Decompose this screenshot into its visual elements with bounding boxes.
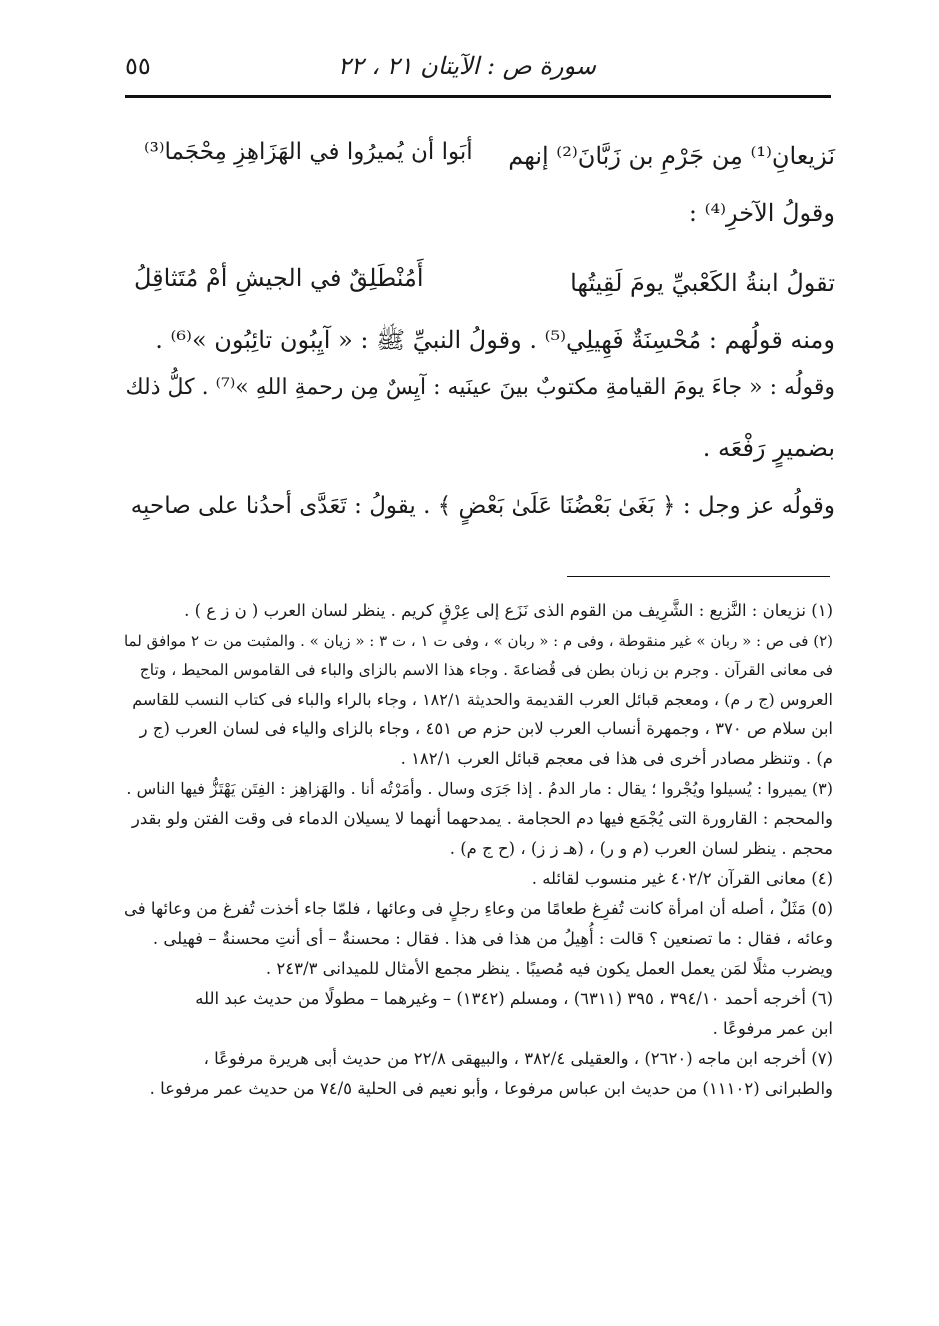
footnote-separator bbox=[567, 576, 830, 577]
body-line: ومنه قولُهم : مُحْسِنَةٌ فَهِيلِي⁽⁵⁾ . وقولُ النبيِّ ﷺ : « آيِبُون تائِبُون »⁽⁶⁾ . bbox=[155, 326, 835, 354]
footnote-line: فى معانى القرآن . وجرم بن زبان بطن فى قُضاعةَ . وجاء هذا الاسم بالزاى والباء فى القاموس المحيط ، وتاج bbox=[139, 661, 833, 679]
footnote-line: (٦) أخرجه أحمد ٣٩٤/١٠ ، ٣٩٥ (٦٣١١) ، ومسلم (١٣٤٢) – وغيرهما – مطولًا من حديث عبد الله bbox=[195, 989, 833, 1008]
footnote-line: م) . وتنظر مصادر أخرى فى هذا فى معجم قبائل العرب ١٨٢/١ . bbox=[400, 749, 833, 768]
footnote-line: ابن سلام ص ٣٧٠ ، وجمهرة أنساب العرب لابن حزم ص ٤٥١ ، وجاء بالزاى والياء فى لسان العرب (ج ر bbox=[139, 719, 833, 738]
header-rule bbox=[125, 95, 831, 98]
verse1-second-hemistich: أبَوا أن يُميرُوا في الهَزَاهِزِ مِحْجَما⁽³⁾ bbox=[144, 139, 473, 165]
body-line: وقولُه : « جاءَ يومَ القيامةِ مكتوبٌ بينَ عينَيه : آيِسٌ مِن رحمةِ اللهِ »⁽⁷⁾ . كلُّ ذلك bbox=[125, 375, 835, 400]
footnote-line: وعائه ، فقال : ما تصنعين ؟ قالت : أُهِيلُ من هذا فى هذا . فقال : محسنةٌ – أى أنتِ محسنةٌ – فهيلى . bbox=[152, 929, 833, 948]
footnote-line: ويضرب مثلًا لمَن يعمل العمل يكون فيه مُصيبًا . ينظر مجمع الأمثال للميدانى ٢٤٣/٣ . bbox=[265, 959, 833, 978]
verse2-second-hemistich: أَمُنْطَلِقٌ في الجيشِ أمْ مُتَثاقِلُ bbox=[134, 264, 424, 292]
footnote-line: العروس (ج ر م) ، ومعجم قبائل العرب القديمة والحديثة ١٨٢/١ ، وجاء بالراء والباء فى كتاب النسب للقاسم bbox=[132, 690, 833, 709]
footnote-line: (١) نزيعان : النَّزيع : الشَّرِيف من القوم الذى نَزَع إلى عِرْقٍ كريم . ينظر لسان العرب ( ن ز ع ) . bbox=[184, 601, 833, 620]
footnote-line: ابن عمر مرفوعًا . bbox=[712, 1019, 833, 1038]
page-number: ٥٥ bbox=[125, 52, 151, 80]
footnote-line: (٧) أخرجه ابن ماجه (٢٦٢٠) ، والعقيلى ٣٨٢/٤ ، والبيهقى ٢٢/٨ من حديث أبى هريرة مرفوعًا ، bbox=[203, 1049, 833, 1068]
footnote-line: (٢) فى ص : « ربان » غير منقوطة ، وفى م : « ربان » ، وفى ت ١ ، ت ٣ : « زيان » . والمثبت من ت ٢ موافق لما bbox=[123, 632, 833, 650]
footnote-line: محجم . ينظر لسان العرب (م و ر) ، (هـ ز ز) ، (ح ج م) . bbox=[449, 839, 833, 858]
footnote-line: (٥) مَثَلٌ ، أصله أن امرأة كانت تُفرِغ طعامًا من وعاءِ رجلٍ فى وعائها ، فلمّا جاء أخذت تُفرغ من وعائها فى bbox=[123, 899, 833, 918]
footnote-line: والمحجم : القارورة التى يُجْمَع فيها دم الحجامة . يمدحهما أنهما لا يسيلان الدماء فى وقت الفتن ولو بقدر bbox=[131, 809, 833, 828]
running-title: سورة ص : الآيتان ٢١ ، ٢٢ bbox=[337, 52, 596, 80]
body-line: بضميرٍ رَفْعَه . bbox=[702, 434, 835, 462]
verse2-first-hemistich: تقولُ ابنةُ الكَعْبيِّ يومَ لَقِيتُها bbox=[570, 269, 835, 297]
quran-quote-line: وقولُه عز وجل : ﴿ بَغَىٰ بَعْضُنَا عَلَىٰ بَعْضٍ ﴾ . يقولُ : تَعَدَّى أحدُنا على صاحبِه bbox=[130, 493, 835, 519]
quote-intro-line: وقولُ الآخرِ⁽⁴⁾ : bbox=[688, 199, 835, 227]
footnote-line: والطبرانى (١١١٠٢) من حديث ابن عباس مرفوعا ، وأبو نعيم فى الحلية ٧٤/٥ من حديث عمر مرفوعا . bbox=[149, 1079, 833, 1098]
footnote-line: (٣) يميروا : يُسيلوا ويُجْروا ؛ يقال : مار الدمُ . إذا جَرَى وسال . وأمَرْتُه أنا . والهَزاهِز : الفِتَن يَهْتَزُّ فيها الناس . bbox=[126, 779, 833, 798]
page-header bbox=[125, 52, 831, 88]
verse1-first-hemistich: نَزيعانِ⁽¹⁾ مِن جَرْمِ بن زَبَّانَ⁽²⁾ إنهم bbox=[508, 142, 835, 170]
footnote-line: (٤) معانى القرآن ٤٠٢/٢ غير منسوب لقائله . bbox=[531, 869, 833, 888]
